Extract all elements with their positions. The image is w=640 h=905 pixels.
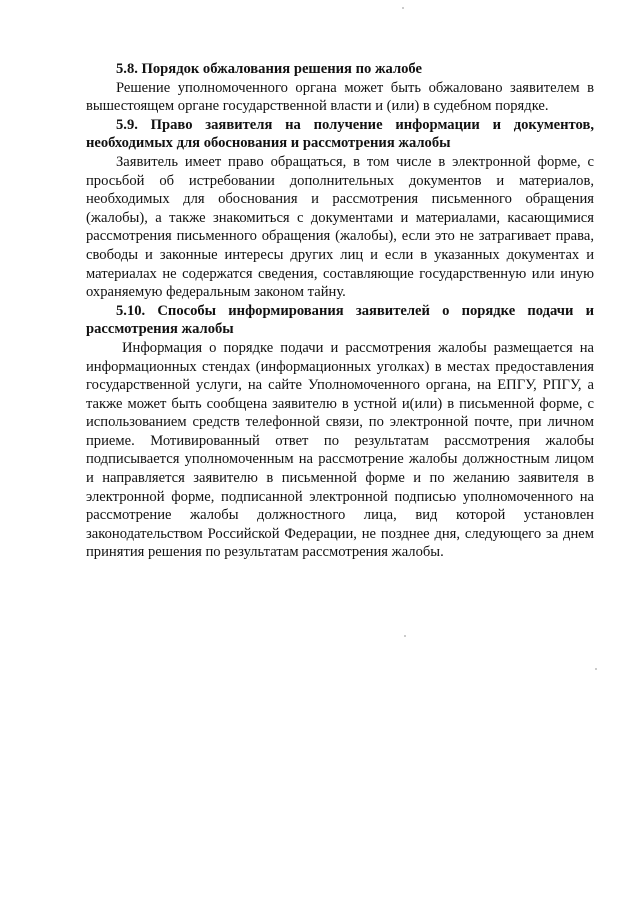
section-heading-5-10: 5.10. Способы информирования заявителей о порядке подачи и рассмотрения жалобы (86, 302, 594, 338)
scan-speck (595, 668, 597, 670)
section-paragraph-5-8: Решение уполномоченного органа может быть обжаловано заявителем в вышестоящем органе государственной власти и (или) в судебном порядке. (86, 79, 594, 115)
scan-speck (402, 7, 404, 9)
section-heading-5-9: 5.9. Право заявителя на получение информации и документов, необходимых для обоснования и рассмотрения жалобы (86, 116, 594, 152)
scan-speck (404, 635, 406, 637)
section-paragraph-5-9: Заявитель имеет право обращаться, в том числе в электронной форме, с просьбой об истребовании дополнительных документов и материалов, необходимых для обоснования и рассмотрения письменного обращения (жалобы), а также знакомиться с документами и материалами, касающимися рассмотрения письменного обращения (жалобы), если это не затрагивает права, свободы и законные интересы других лиц и если в указанных документах и материалах не содержатся сведения, составляющие государственную или иную охраняемую федеральным законом тайну. (86, 153, 594, 301)
section-heading-5-8: 5.8. Порядок обжалования решения по жалобе (116, 61, 423, 77)
document-body (86, 60, 594, 562)
section-paragraph-5-10: Информация о порядке подачи и рассмотрения жалобы размещается на информационных стендах (информационных уголках) в местах предоставления государственной услуги, на сайте Уполномоченного органа, на ЕПГУ, РПГУ, а также может быть сообщена заявителю в устной и(или) в письменной форме, с использованием средств телефонной связи, по электронной почте, при личном приеме. Мотивированный ответ по результатам рассмотрения жалобы подписывается уполномоченным на рассмотрение жалобы должностным лицом и направляется заявителю в письменной форме и по желанию заявителя в электронной форме, подписанной электронной подписью уполномоченного на рассмотрение жалобы должностного лица, вид которой установлен законодательством Российской Федерации, не позднее дня, следующего за днем принятия решения по результатам рассмотрения жалобы. (86, 339, 594, 561)
